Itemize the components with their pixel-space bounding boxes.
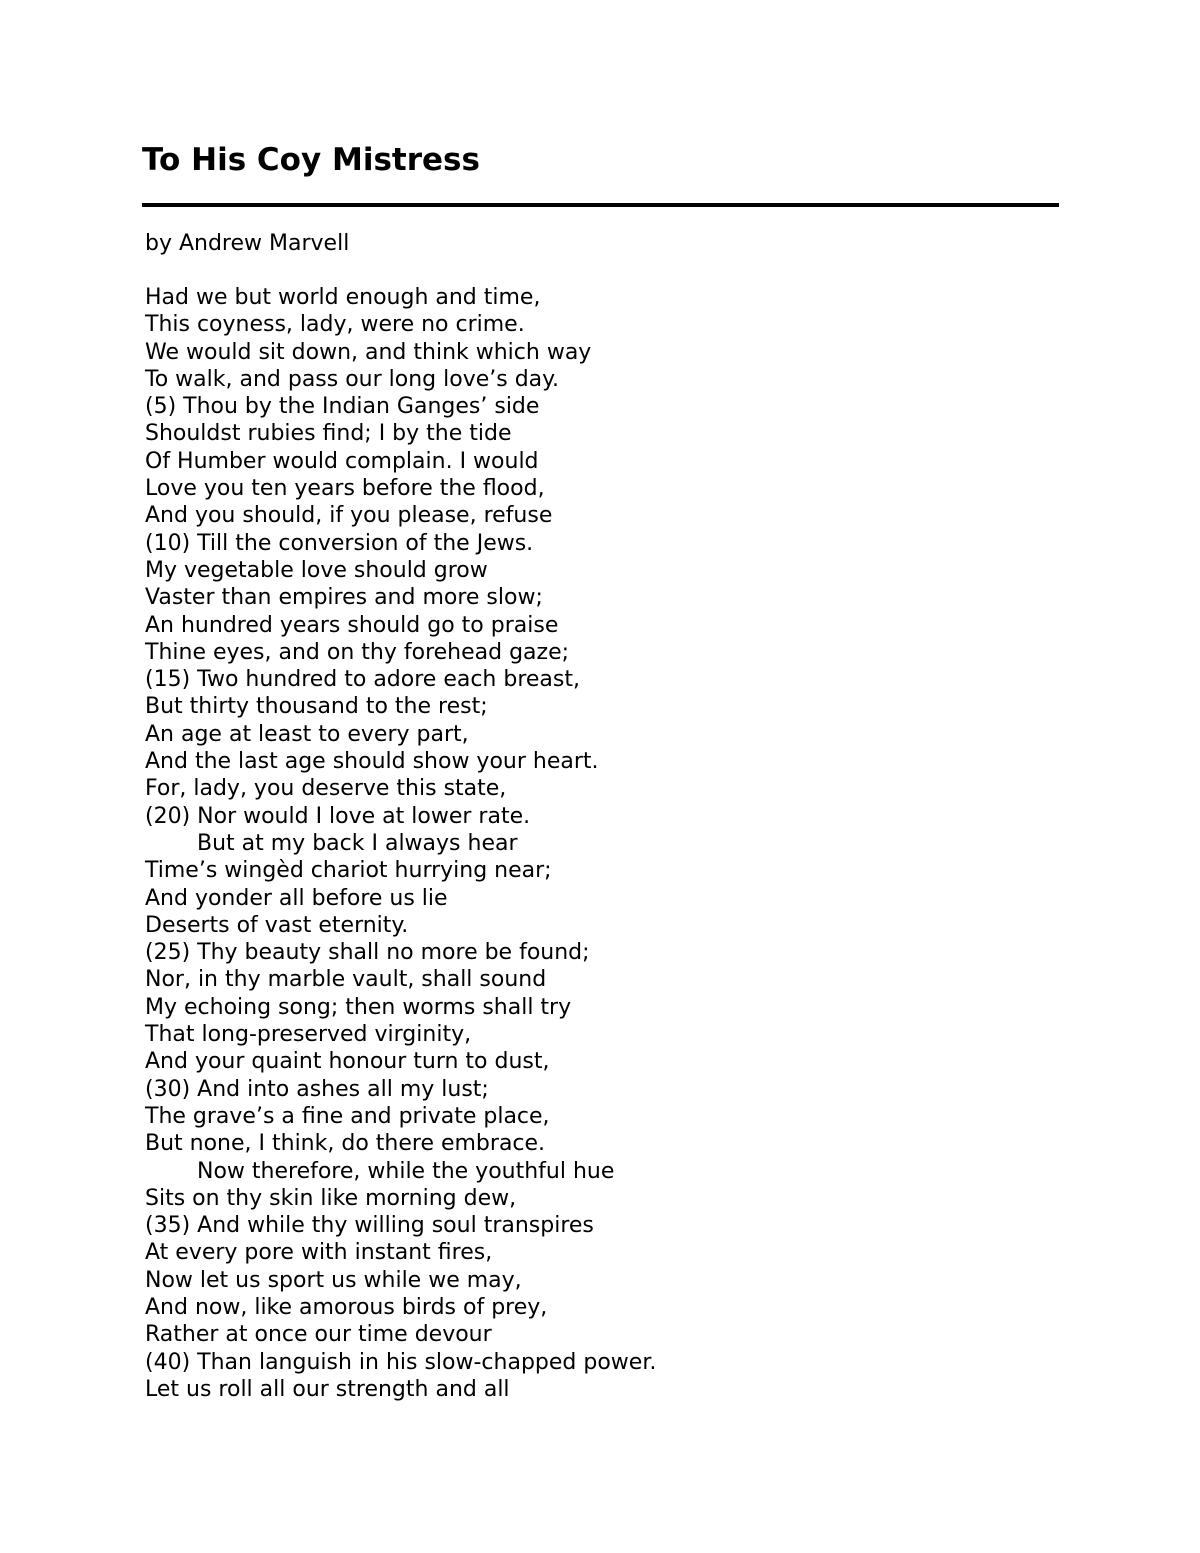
- poem-line: And yonder all before us lie: [145, 885, 448, 911]
- poem-line: Thine eyes, and on thy forehead gaze;: [145, 639, 570, 665]
- poem-line: (20) Nor would I love at lower rate.: [145, 803, 531, 829]
- poem-line: Time’s wingèd chariot hurrying near;: [145, 858, 552, 884]
- poem-line: Had we but world enough and time,: [145, 285, 541, 310]
- poem-line: And now, like amorous birds of prey,: [145, 1294, 548, 1320]
- poem-line: But thirty thousand to the rest;: [145, 694, 488, 720]
- poem-line: My echoing song; then worms shall try: [145, 994, 572, 1020]
- poem-line: (30) And into ashes all my lust;: [145, 1076, 489, 1102]
- poem-line: An hundred years should go to praise: [145, 612, 559, 638]
- poem-line: Let us roll all our strength and all: [145, 1376, 510, 1402]
- poem-line: The grave’s a fine and private place,: [145, 1103, 550, 1129]
- poem-line: We would sit down, and think which way: [145, 339, 592, 365]
- poem-line: Shouldst rubies find; I by the tide: [145, 421, 512, 447]
- poem-line: And the last age should show your heart.: [145, 749, 599, 775]
- poem-line: Deserts of vast eternity.: [145, 912, 409, 938]
- poem-line: (15) Two hundred to adore each breast,: [145, 667, 580, 693]
- poem-line: Vaster than empires and more slow;: [145, 585, 543, 611]
- poem-line: And you should, if you please, refuse: [145, 503, 553, 529]
- title-divider: [142, 203, 1059, 207]
- poem-line: My vegetable love should grow: [145, 557, 488, 583]
- poem-line: Now let us sport us while we may,: [145, 1267, 522, 1293]
- poem-line: Of Humber would complain. I would: [145, 448, 539, 474]
- poem-line: Love you ten years before the flood,: [145, 476, 545, 502]
- poem-line: But at my back I always hear: [197, 830, 518, 856]
- poem-line: (40) Than languish in his slow-chapped power.: [145, 1349, 657, 1375]
- poem-line: (10) Till the conversion of the Jews.: [145, 530, 534, 556]
- poem-line: That long-preserved virginity,: [145, 1022, 472, 1048]
- poem-line: (35) And while thy willing soul transpires: [145, 1213, 594, 1239]
- poem-line: (25) Thy beauty shall no more be found;: [145, 940, 590, 966]
- poem-line: This coyness, lady, were no crime.: [145, 312, 525, 338]
- poem-line: Rather at once our time devour: [145, 1322, 492, 1348]
- author-byline: by Andrew Marvell: [145, 231, 350, 256]
- poem-line: Sits on thy skin like morning dew,: [145, 1185, 517, 1211]
- poem-body: [145, 284, 656, 1403]
- poem-line: (5) Thou by the Indian Ganges’ side: [145, 394, 540, 420]
- poem-line: An age at least to every part,: [145, 721, 469, 747]
- poem-line: At every pore with instant fires,: [145, 1240, 493, 1266]
- poem-line: But none, I think, do there embrace.: [145, 1131, 546, 1157]
- poem-line: And your quaint honour turn to dust,: [145, 1049, 550, 1075]
- poem-line: Nor, in thy marble vault, shall sound: [145, 967, 547, 993]
- page-title: To His Coy Mistress: [142, 142, 480, 178]
- poem-line: To walk, and pass our long love’s day.: [145, 366, 560, 392]
- poem-line: Now therefore, while the youthful hue: [197, 1158, 615, 1184]
- poem-line: For, lady, you deserve this state,: [145, 776, 507, 802]
